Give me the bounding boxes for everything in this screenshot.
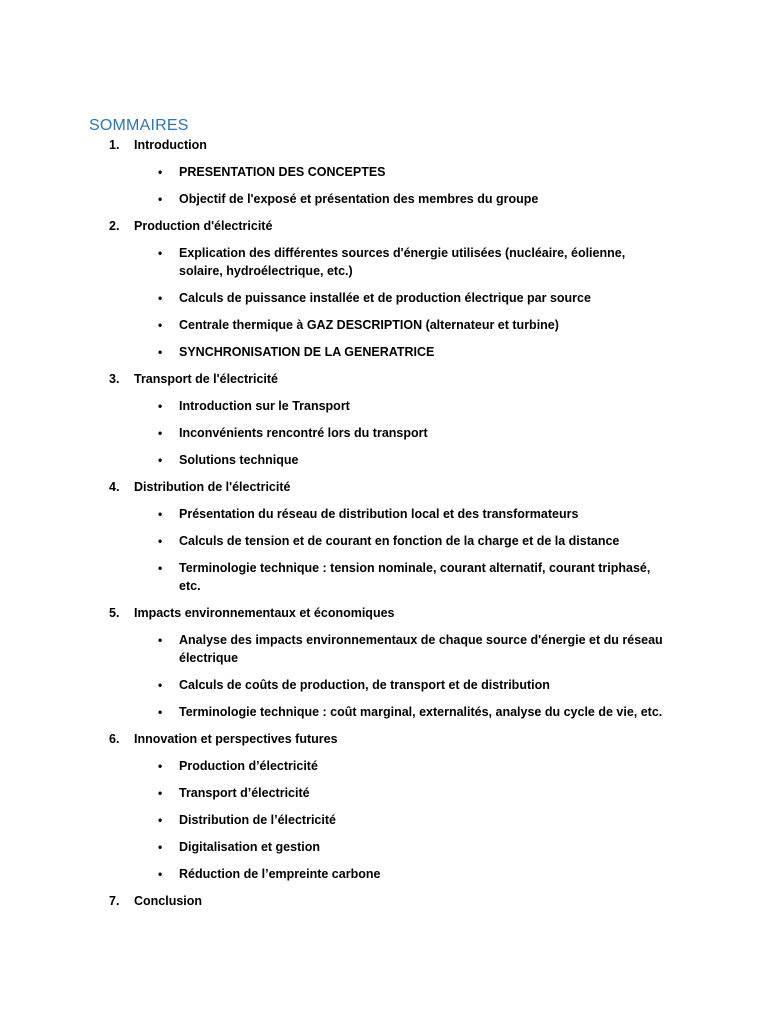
list-item-text: Calculs de coûts de production, de transport et de distribution	[179, 678, 550, 692]
toc-section	[0, 604, 768, 721]
list-item	[0, 676, 768, 694]
bullet-icon: •	[158, 678, 163, 692]
list-item	[0, 784, 768, 802]
section-heading	[0, 730, 768, 748]
bullet-list	[0, 631, 768, 721]
table-of-contents	[0, 136, 768, 919]
list-item-text: Distribution de l’électricité	[179, 813, 336, 827]
section-heading	[0, 370, 768, 388]
toc-section	[0, 730, 768, 883]
section-label: Production d'électricité	[134, 219, 273, 233]
list-item	[0, 163, 768, 181]
bullet-icon: •	[158, 291, 163, 305]
bullet-icon: •	[158, 318, 163, 332]
list-item-text: Analyse des impacts environnementaux de chaque source d'énergie et du réseau électrique	[179, 633, 663, 665]
list-item	[0, 244, 768, 280]
section-heading	[0, 604, 768, 622]
bullet-icon: •	[158, 561, 163, 575]
list-item-text: Production d’électricité	[179, 759, 318, 773]
section-number: 2.	[109, 219, 120, 233]
bullet-list	[0, 163, 768, 208]
section-label: Conclusion	[134, 894, 203, 908]
section-number: 1.	[109, 138, 120, 152]
page-title: SOMMAIRES	[89, 117, 189, 134]
list-item-text: Calculs de tension et de courant en fonction de la charge et de la distance	[179, 534, 620, 548]
bullet-icon: •	[158, 426, 163, 440]
section-heading	[0, 217, 768, 235]
list-item	[0, 289, 768, 307]
bullet-list	[0, 505, 768, 595]
bullet-icon: •	[158, 705, 163, 719]
bullet-icon: •	[158, 786, 163, 800]
bullet-icon: •	[158, 867, 163, 881]
list-item	[0, 451, 768, 469]
section-label: Introduction	[134, 138, 207, 152]
list-item-text: Explication des différentes sources d'énergie utilisées (nucléaire, éolienne, solaire, hydroélectrique, etc.)	[179, 246, 626, 278]
bullet-icon: •	[158, 534, 163, 548]
section-number: 6.	[109, 732, 120, 746]
list-item	[0, 811, 768, 829]
section-heading	[0, 478, 768, 496]
section-label: Transport de l'électricité	[134, 372, 278, 386]
list-item	[0, 703, 768, 721]
bullet-icon: •	[158, 840, 163, 854]
list-item-text: Solutions technique	[179, 453, 299, 467]
bullet-icon: •	[158, 246, 163, 260]
list-item	[0, 631, 768, 667]
list-item	[0, 190, 768, 208]
bullet-icon: •	[158, 345, 163, 359]
list-item-text: Transport d’électricité	[179, 786, 310, 800]
bullet-list	[0, 244, 768, 361]
list-item-text: Digitalisation et gestion	[179, 840, 320, 854]
list-item-text: Inconvénients rencontré lors du transport	[179, 426, 428, 440]
list-item-text: Calculs de puissance installée et de production électrique par source	[179, 291, 591, 305]
list-item	[0, 397, 768, 415]
section-label: Innovation et perspectives futures	[134, 732, 338, 746]
bullet-list	[0, 757, 768, 883]
list-item-text: SYNCHRONISATION DE LA GENERATRICE	[179, 345, 435, 359]
section-label: Distribution de l'électricité	[134, 480, 291, 494]
section-heading	[0, 136, 768, 154]
list-item-text: Réduction de l’empreinte carbone	[179, 867, 381, 881]
list-item	[0, 559, 768, 595]
list-item	[0, 865, 768, 883]
list-item	[0, 757, 768, 775]
toc-section	[0, 370, 768, 469]
bullet-list	[0, 397, 768, 469]
list-item	[0, 343, 768, 361]
bullet-icon: •	[158, 453, 163, 467]
toc-section	[0, 892, 768, 910]
section-heading	[0, 892, 768, 910]
section-number: 4.	[109, 480, 120, 494]
list-item	[0, 532, 768, 550]
section-number: 3.	[109, 372, 120, 386]
list-item-text: Terminologie technique : tension nominale, courant alternatif, courant triphasé, etc.	[179, 561, 651, 593]
list-item-text: PRESENTATION DES CONCEPTES	[179, 165, 386, 179]
section-number: 7.	[109, 894, 120, 908]
list-item-text: Centrale thermique à GAZ DESCRIPTION (alternateur et turbine)	[179, 318, 559, 332]
bullet-icon: •	[158, 507, 163, 521]
list-item-text: Présentation du réseau de distribution local et des transformateurs	[179, 507, 579, 521]
list-item-text: Objectif de l'exposé et présentation des membres du groupe	[179, 192, 539, 206]
bullet-icon: •	[158, 633, 163, 647]
bullet-icon: •	[158, 399, 163, 413]
toc-section	[0, 478, 768, 595]
bullet-icon: •	[158, 813, 163, 827]
bullet-icon: •	[158, 192, 163, 206]
bullet-icon: •	[158, 165, 163, 179]
list-item	[0, 838, 768, 856]
list-item	[0, 316, 768, 334]
section-label: Impacts environnementaux et économiques	[134, 606, 395, 620]
list-item-text: Introduction sur le Transport	[179, 399, 350, 413]
toc-section	[0, 136, 768, 208]
section-number: 5.	[109, 606, 120, 620]
bullet-icon: •	[158, 759, 163, 773]
list-item	[0, 424, 768, 442]
toc-section	[0, 217, 768, 361]
list-item	[0, 505, 768, 523]
list-item-text: Terminologie technique : coût marginal, externalités, analyse du cycle de vie, etc.	[179, 705, 663, 719]
